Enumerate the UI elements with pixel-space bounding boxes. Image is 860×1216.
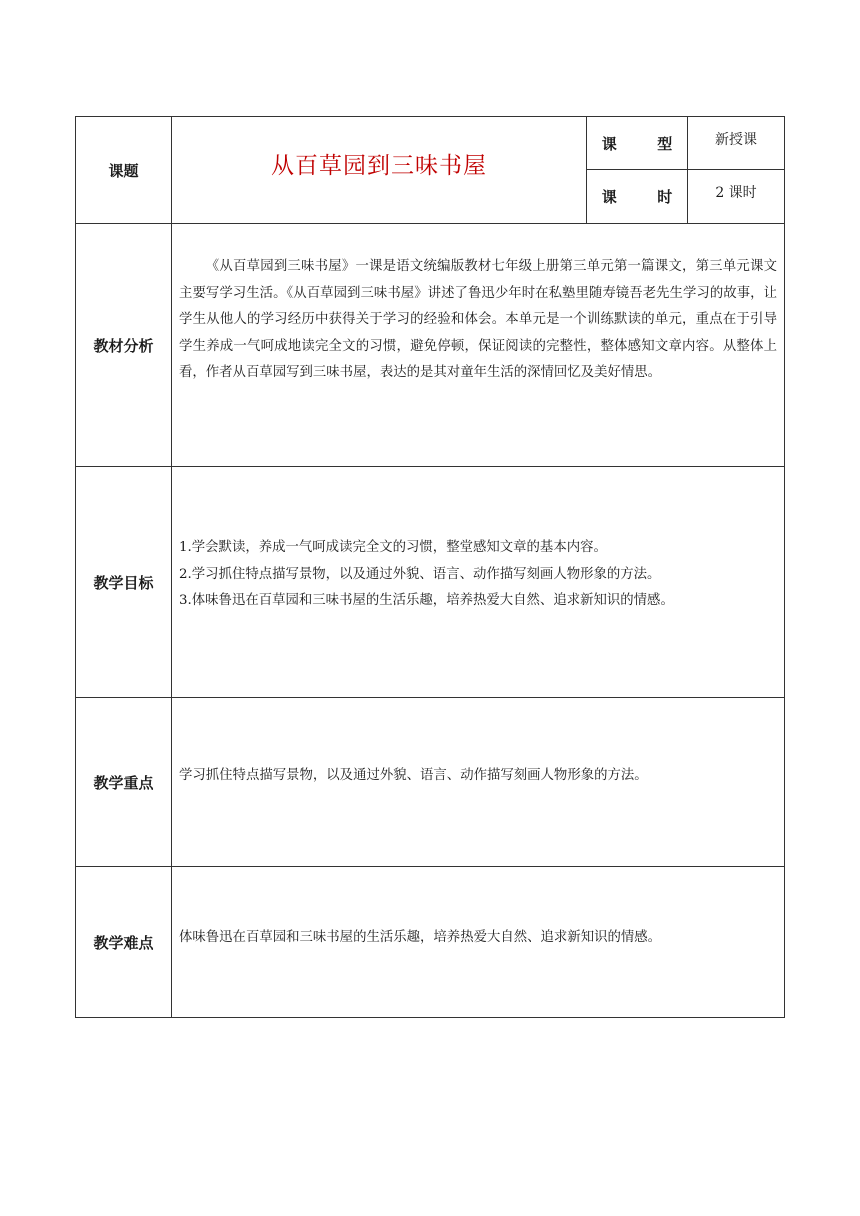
label-column-divider [171,117,172,1017]
lesson-type-value: 新授课 [715,132,757,148]
goals-label: 教学目标 [93,573,154,592]
difficulties-label: 教学难点 [93,933,154,952]
key-points-text: 学习抓住特点描写景物，以及通过外貌、语言、动作描写刻画人物形象的方法。 [179,768,648,783]
difficulties-block [179,925,777,952]
difficulties-text: 体味鲁迅在百草园和三味书屋的生活乐趣，培养热爱大自然、追求新知识的情感。 [179,930,662,945]
key-points-block [179,763,777,790]
row-divider [76,466,784,467]
analysis-text-block [179,254,777,387]
analysis-label: 教材分析 [93,336,154,355]
goal-item: 1.学会默读，养成一气呵成读完全文的习惯，整堂感知文章的基本内容。 [179,540,607,555]
row-divider [76,697,784,698]
lesson-plan-table [75,116,785,1018]
analysis-paragraph: 《从百草园到三味书屋》一课是语文统编版教材七年级上册第三单元第一篇课文，第三单元课文主要写学习生活。《从百草园到三味书屋》讲述了鲁迅少年时在私塾里随寿镜吾老先生学习的故事，让学生从他人的学习经历中获得关于学习的经验和体会。本单元是一个训练默读的单元，重点在于引导学生养成一气呵成地读完全文的习惯，避免停顿，保证阅读的完整性，整体感知文章内容。从整体上看，作者从百草园写到三味书屋，表达的是其对童年生活的深情回忆及美好情思。 [179,259,777,380]
lesson-title: 从百草园到三味书屋 [271,152,487,179]
goal-item: 3.体味鲁迅在百草园和三味书屋的生活乐趣，培养热爱大自然、追求新知识的情感。 [179,593,674,608]
lesson-hours-label: 课 时 [601,188,683,206]
row-divider [76,223,784,224]
row-divider [76,866,784,867]
key-points-label: 教学重点 [93,773,154,792]
goals-list [179,535,777,615]
lesson-hours-value: 2 课时 [715,185,757,201]
topic-label: 课题 [108,161,139,180]
lesson-type-label: 课 型 [601,134,683,153]
goal-item: 2.学习抓住特点描写景物，以及通过外貌、语言、动作描写刻画人物形象的方法。 [179,566,661,582]
